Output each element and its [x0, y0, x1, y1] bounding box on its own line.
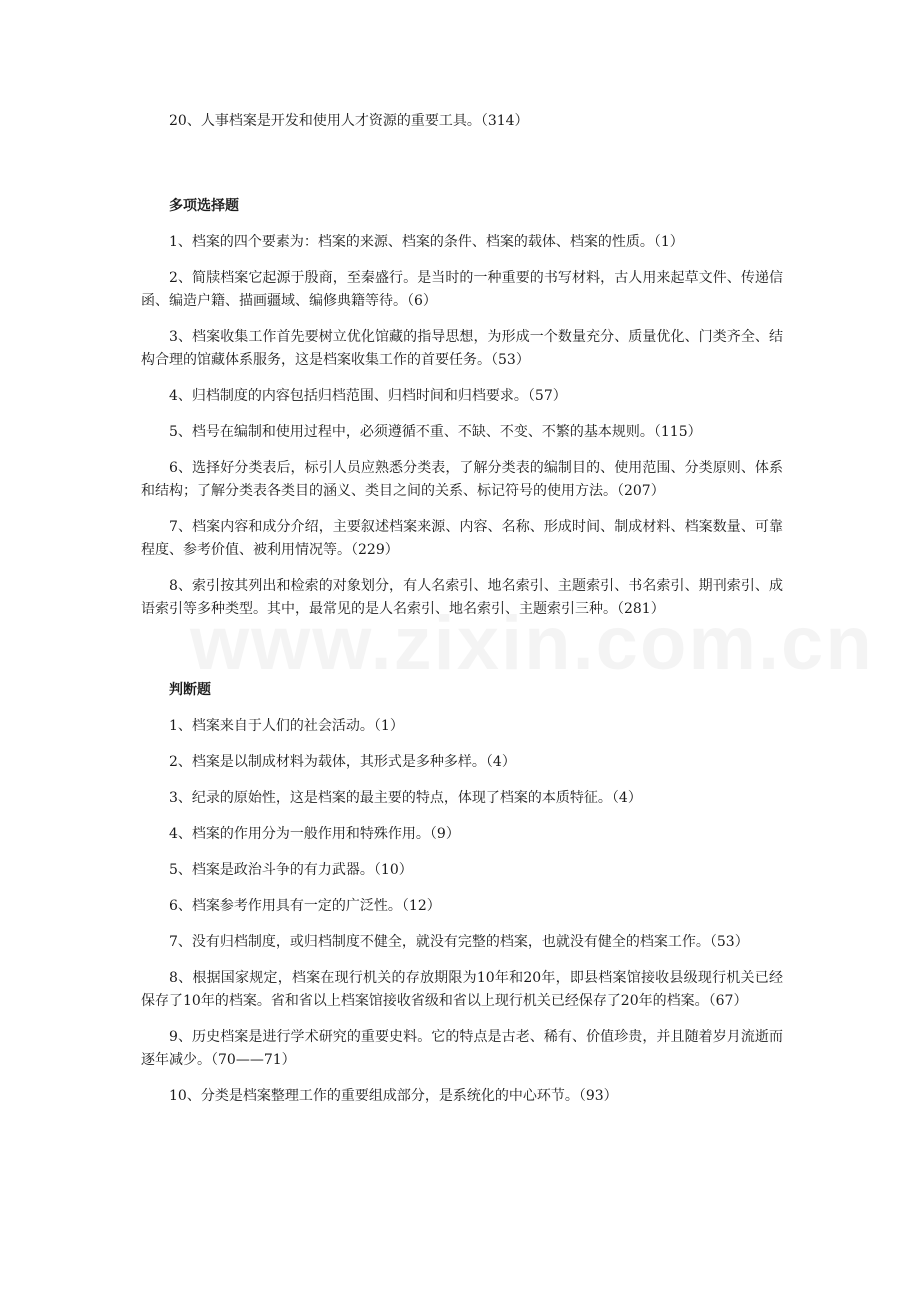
document-page [141, 110, 783, 1121]
question-item: 8、索引按其列出和检索的对象划分，有人名索引、地名索引、主题索引、书名索引、期刊索引、成语索引等多种类型。其中，最常见的是人名索引、地名索引、主题索引三种。（281） [141, 578, 783, 617]
question-item: 7、没有归档制度，或归档制度不健全，就没有完整的档案，也就没有健全的档案工作。（53） [169, 934, 749, 950]
question-item: 4、档案的作用分为一般作用和特殊作用。（9） [169, 826, 460, 842]
question-item: 1、档案来自于人们的社会活动。（1） [169, 718, 404, 734]
true-false-section [141, 679, 783, 1108]
question-item: 8、根据国家规定，档案在现行机关的存放期限为10年和20年，即县档案馆接收县级现行机关已经保存了10年的档案。省和省以上档案馆接收省级和省以上现行机关已经保存了20年的档案。（67） [141, 970, 783, 1009]
question-item: 5、档号在编制和使用过程中，必须遵循不重、不缺、不变、不繁的基本规则。（115） [169, 424, 702, 440]
section-heading: 判断题 [169, 682, 211, 698]
question-item: 10、分类是档案整理工作的重要组成部分，是系统化的中心环节。（93） [169, 1088, 618, 1104]
question-item: 9、历史档案是进行学术研究的重要史料。它的特点是古老、稀有、价值珍贵，并且随着岁月流逝而逐年减少。（70——71） [141, 1029, 783, 1068]
question-item: 2、简牍档案它起源于殷商，至秦盛行。是当时的一种重要的书写材料，古人用来起草文件、传递信函、编造户籍、描画疆域、编修典籍等待。（6） [141, 270, 783, 309]
section-heading: 多项选择题 [169, 198, 239, 214]
question-item: 20、人事档案是开发和使用人才资源的重要工具。（314） [169, 113, 529, 129]
multiple-choice-section [141, 195, 783, 621]
question-item: 5、档案是政治斗争的有力武器。（10） [169, 862, 413, 878]
question-item: 7、档案内容和成分介绍，主要叙述档案来源、内容、名称、形成时间、制成材料、档案数量、可靠程度、参考价值、被利用情况等。（229） [141, 519, 783, 558]
question-item: 2、档案是以制成材料为载体，其形式是多种多样。（4） [169, 754, 516, 770]
question-item: 3、档案收集工作首先要树立优化馆藏的指导思想，为形成一个数量充分、质量优化、门类齐全、结构合理的馆藏体系服务，这是档案收集工作的首要任务。（53） [141, 329, 783, 368]
question-item: 6、选择好分类表后，标引人员应熟悉分类表，了解分类表的编制目的、使用范围、分类原则、体系和结构；了解分类表各类目的涵义、类目之间的关系、标记符号的使用方法。（207） [141, 460, 783, 499]
question-item: 6、档案参考作用具有一定的广泛性。（12） [169, 898, 441, 914]
question-item: 3、纪录的原始性，这是档案的最主要的特点，体现了档案的本质特征。（4） [169, 790, 642, 806]
question-item: 4、归档制度的内容包括归档范围、归档时间和归档要求。（57） [169, 388, 567, 404]
question-item: 1、档案的四个要素为：档案的来源、档案的条件、档案的载体、档案的性质。（1） [169, 234, 684, 250]
